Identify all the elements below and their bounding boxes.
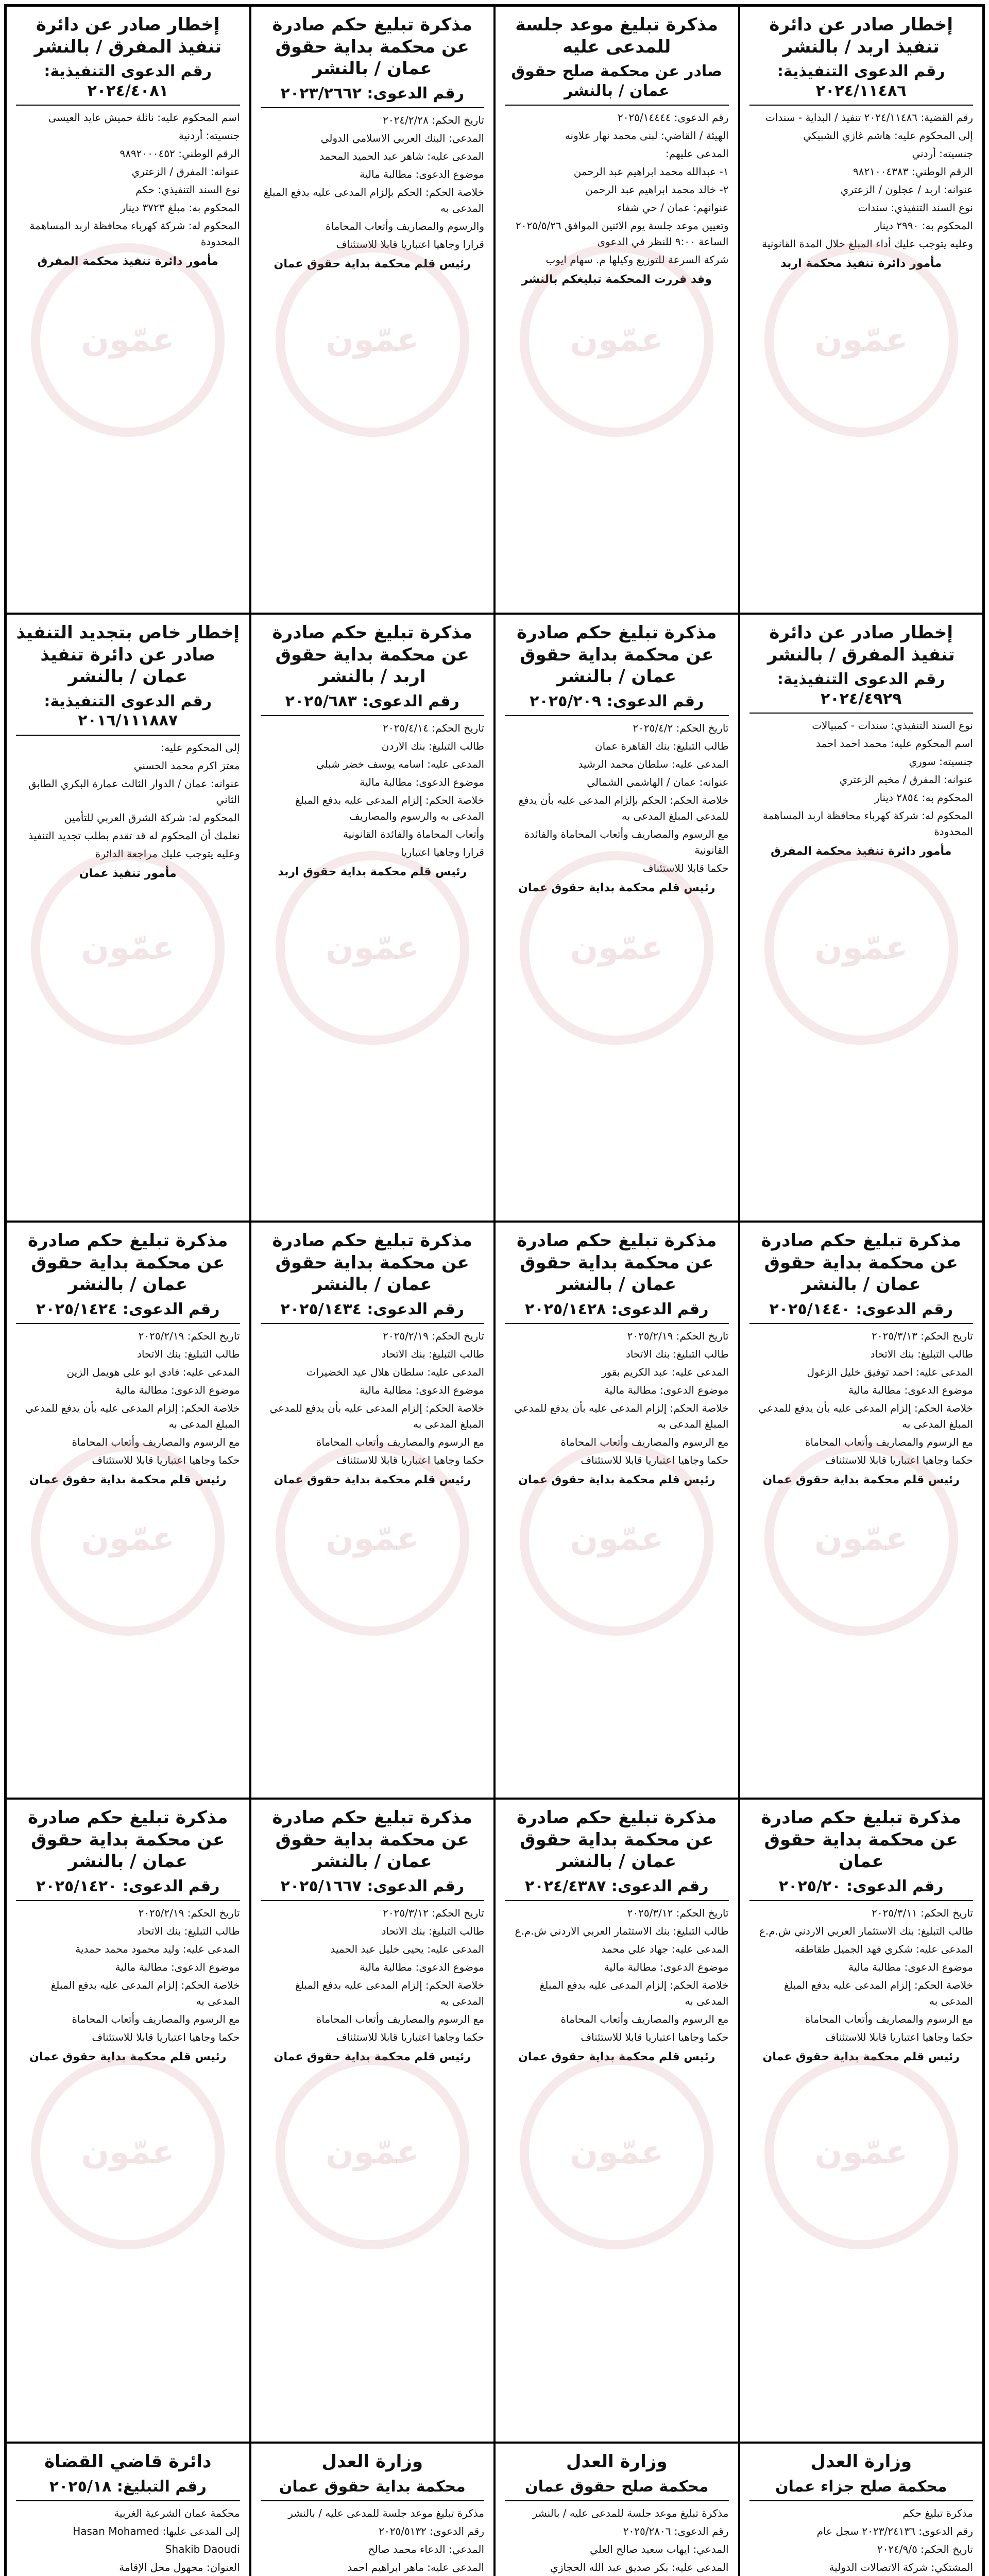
notice-case-number: محكمة صلح جزاء عمان (775, 2477, 947, 2496)
notice-line: محكمة عمان الشرعية الغربية (114, 2507, 240, 2519)
notice-body (749, 1328, 974, 1468)
notice-line: المدعي: الدعاء محمد صالح (368, 2543, 484, 2555)
notice-title: إخطار صادر عن دائرة تنفيذ المفرق / بالنشر (34, 14, 222, 57)
notice-line: المدعي: البنك العربي الاسلامي الدولي (320, 132, 484, 144)
legal-notice (6, 6, 250, 614)
legal-notice (6, 1222, 250, 1799)
notice-case-number: رقم الدعوى: ٢٠٢٥/١٤٣٤ (280, 1300, 464, 1318)
notice-body (16, 1905, 240, 2045)
notice-line: خلاصة الحكم: إلزام المدعى عليه بأن يدفع للمدعي المبلغ المدعى به (514, 1402, 729, 1430)
notice-case-number: رقم الدعوى: ٢٠٢٤/٤٣٨٧ (525, 1877, 709, 1895)
notice-signature: رئيس قلم محكمة بداية حقوق عمان (518, 882, 715, 894)
notice-title: إخطار خاص بتجديد التنفيذ صادر عن دائرة تنفيذ عمان / بالنشر (16, 622, 240, 687)
notice-signature: رئيس قلم محكمة بداية حقوق عمان (518, 2050, 715, 2063)
watermark-text: عمّون (814, 2133, 908, 2172)
notice-signature: رئيس قلم محكمة بداية حقوق عمان (29, 2050, 227, 2063)
legal-notice (494, 2443, 739, 2576)
divider (16, 1323, 240, 1324)
notice-line: والرسوم والمصاريف وأتعاب المحاماة (326, 220, 484, 232)
legal-notice (739, 1799, 984, 2443)
notice-signature: رئيس قلم محكمة بداية حقوق اربد (278, 866, 467, 878)
divider (261, 715, 485, 716)
watermark-seal (31, 2056, 225, 2249)
notice-signature: رئيس قلم محكمة بداية حقوق عمان (29, 1473, 227, 1486)
notice-line: موضوع الدعوى: مطالبة مالية (848, 1384, 973, 1396)
legal-notice (250, 1799, 495, 2443)
notice-line: مع الرسوم والمصاريف وأتعاب المحاماة (72, 2013, 240, 2025)
divider (505, 715, 729, 716)
notice-line: نوع السند التنفيذي: سندات (858, 201, 973, 214)
notice-case-number: رقم الدعوى: ٢٠٢٥/١٤٢٠ (36, 1877, 220, 1895)
watermark-seal (520, 851, 713, 1045)
divider (749, 105, 974, 106)
notice-body (749, 718, 974, 840)
watermark-text: عمّون (570, 928, 663, 967)
notice-title: مذكرة تبليغ حكم صادرة عن محكمة بداية حقوق عمان / بالنشر (272, 14, 472, 79)
notice-line: المدعى عليه: جهاد علي محمد (601, 1943, 729, 1955)
notice-line: تاريخ الحكم: ٢٠٢٥/٤/٢ (633, 722, 729, 734)
notice-line: مع الرسوم والمصاريف وأتعاب المحاماة (805, 1436, 973, 1448)
legal-notice (6, 1799, 250, 2443)
notice-title: مذكرة تبليغ موعد جلسة للمدعى عليه (515, 14, 719, 57)
notice-signature: رئيس قلم محكمة بداية حقوق عمان (762, 1473, 960, 1486)
notice-line: مع الرسوم والمصاريف وأتعاب المحاماة (805, 2013, 973, 2025)
notice-line: الرقم الوطني: ٩٨٢١٠٠٤٣٨٣ (852, 165, 973, 178)
notice-case-number: صادر عن محكمة صلح حقوق عمان / بالنشر (511, 62, 723, 100)
notice-case-number: رقم الدعوى: ٢٠٢٥/١٦٦٧ (280, 1877, 464, 1895)
legal-notice (250, 614, 495, 1222)
notice-line: خلاصة الحكم: إلزام المدعى عليه بدفع المبلغ المدعى به (295, 1979, 484, 2007)
notice-line: المدعى عليه: سلطان محمد الرشيد (578, 758, 729, 770)
divider (505, 105, 729, 106)
notice-signature: رئيس قلم محكمة بداية حقوق عمان (762, 2050, 960, 2063)
notice-line: إلى المحكوم عليه: هاشم غازي الشبيكي (803, 129, 973, 142)
notice-line: المدعى عليه: احمد توفيق خليل الزغول (807, 1366, 973, 1378)
notice-line: مع الرسوم والمصاريف وأتعاب المحاماة (316, 2013, 484, 2025)
notice-line: تاريخ الحكم: ٢٠٢٥/٢/١٩ (138, 1330, 240, 1342)
notice-case-number: رقم الدعوى: ٢٠٢٥/١٤٢٤ (36, 1300, 220, 1318)
notice-line: المدعى عليه: شاهر عبد الحميد المحمد (319, 150, 484, 162)
notice-title: إخطار صادر عن دائرة تنفيذ اربد / بالنشر (769, 14, 953, 57)
notice-line: موضوع الدعوى: مطالبة مالية (360, 168, 484, 180)
watermark-seal (764, 1442, 958, 1636)
notice-line: شركة السرعة للتوزيع وكيلها م. سهام ايوب (545, 253, 729, 266)
notice-title: مذكرة تبليغ حكم صادرة عن محكمة بداية حقوق عمان / بالنشر (761, 1230, 961, 1295)
notice-line: تاريخ الحكم: ٢٠٢٥/٣/١١ (872, 1907, 973, 1919)
notice-title: مذكرة تبليغ حكم صادرة عن محكمة بداية حقوق عمان / بالنشر (28, 1230, 228, 1295)
notice-line: خلاصة الحكم: إلزام المدعى عليه بدفع المبلغ المدعى به والرسوم والمصاريف (295, 794, 484, 822)
notice-case-number: رقم الدعوى: ٢٠٢٥/١٤٤٠ (769, 1300, 953, 1318)
notice-line: حكما وجاهيا اعتباريا قابلا للاستئناف (336, 1454, 484, 1466)
notice-line: عنوانه: اربد / عجلون / الزعتري (840, 183, 973, 196)
notice-line: إلى المحكوم عليه: (161, 741, 240, 754)
notice-body (505, 720, 729, 876)
notice-line: طالب التبليغ: بنك الاتحاد (137, 1925, 240, 1937)
legal-notice (739, 2443, 984, 2576)
notice-title: إخطار صادر عن دائرة تنفيذ المفرق / بالنشر (767, 622, 955, 665)
notice-line: المدعى عليه: فادي ابو علي هويمل الزين (66, 1366, 240, 1378)
notice-line: المدعى عليه: وليد محمود محمد حمدية (75, 1943, 240, 1955)
notice-title: وزارة العدل (566, 2451, 668, 2472)
notice-line: حكما وجاهيا اعتباريا قابلا للاستئناف (336, 2031, 484, 2043)
watermark-text: عمّون (570, 320, 663, 359)
notice-line: موضوع الدعوى: مطالبة مالية (115, 1384, 240, 1396)
divider (16, 2500, 240, 2501)
notice-line: الهيئة / القاضي: لبنى محمد نهار علاونه (565, 129, 729, 142)
notice-case-number: محكمة بداية حقوق عمان (279, 2477, 466, 2496)
notice-signature: مأمور دائرة تنفيذ محكمة المفرق (37, 255, 218, 268)
notice-line: مذكرة تبليغ موعد جلسة للمدعى عليه / بالنشر (288, 2507, 484, 2519)
notice-line: رقم الدعوى: ٢٠٢٥/١٤٤٤٤ (618, 111, 729, 124)
divider (261, 107, 485, 108)
notice-body (749, 1905, 974, 2045)
notice-line: ٢- خالد محمد ابراهيم عبد الرحمن (585, 183, 729, 196)
notice-title: مذكرة تبليغ حكم صادرة عن محكمة بداية حقوق عمان (761, 1807, 961, 1872)
notice-line: نعلمك أن المحكوم له قد تقدم بطلب تجديد التنفيذ (28, 829, 240, 842)
notice-body (16, 1328, 240, 1468)
notice-body (261, 1328, 485, 1468)
notice-line: رقم الدعوى: ٢٠٢٥/٢٨٠٦ (623, 2525, 729, 2537)
watermark-text: عمّون (81, 2133, 175, 2172)
notice-line: المدعى عليه: بكر صديق عبد الله الحجازي (550, 2561, 729, 2573)
watermark-text: عمّون (326, 320, 419, 359)
notice-line: المدعى عليه: شكري فهد الجميل طقاطقه (794, 1943, 973, 1955)
notice-line: مذكرة تبليغ حكم (902, 2507, 973, 2519)
divider (261, 2500, 485, 2501)
legal-notice (494, 1222, 739, 1799)
watermark-text: عمّون (570, 2133, 663, 2172)
divider (505, 1323, 729, 1324)
notice-line: المدعي: ايهاب سعيد صالح العلي (590, 2543, 729, 2555)
notice-line: تاريخ الحكم: ٢٠٢٥/٢/١٩ (138, 1907, 240, 1919)
notice-line: رقم الدعوى: ٢٠٢٥/٥١٣٢ (379, 2525, 484, 2537)
notice-body (16, 740, 240, 862)
divider (505, 1900, 729, 1901)
notice-case-number: رقم الدعوى التنفيذية: ٢٠٢٤/٤٩٢٩ (777, 670, 945, 708)
notice-line: حكما وجاهيا اعتباريا قابلا للاستئناف (92, 1454, 240, 1466)
notice-body (261, 112, 485, 252)
notice-line: تاريخ الحكم: ٢٠٢٤/٢/٢٨ (383, 114, 484, 126)
notice-signature: رئيس قلم محكمة بداية حقوق عمان (518, 1473, 715, 1486)
notice-line: وتعيين موعد جلسة يوم الاثنين الموافق ٢٠٢٥/٥/٢٦ الساعة ٩:٠٠ للنظر في الدعوى (516, 219, 729, 248)
notice-line: المحكوم له: شركة الشرق العربي للتأمين (64, 811, 240, 824)
notice-line: خلاصة الحكم: إلزام المدعى عليه بأن يدفع للمدعي المبلغ المدعى به (269, 1402, 484, 1430)
notice-signature: مأمور دائرة تنفيذ محكمة اربد (780, 257, 942, 270)
legal-notice (739, 614, 984, 1222)
notice-title: مذكرة تبليغ حكم صادرة عن محكمة بداية حقوق عمان / بالنشر (272, 1807, 472, 1872)
notice-line: موضوع الدعوى: مطالبة مالية (848, 1961, 973, 1973)
notice-line: خلاصة الحكم: الحكم بإلزام المدعى عليه بدفع المبلغ المدعى به (263, 186, 484, 214)
legal-notice (494, 614, 739, 1222)
notices-grid (4, 4, 985, 2576)
notice-body (505, 1905, 729, 2045)
notice-line: Shakib Daoudi (165, 2543, 240, 2555)
notice-case-number: رقم الدعوى: ٢٠٢٣/٢٦٦٢ (280, 84, 464, 103)
notice-case-number: رقم الدعوى: ٢٠٢٥/٢٠ (778, 1877, 944, 1895)
notice-line: خلاصة الحكم: إلزام المدعى عليه بأن يدفع للمدعي المبلغ المدعى به (758, 1402, 973, 1430)
notice-case-number: رقم الدعوى التنفيذية: ٢٠١٦/١١١٨٨٧ (44, 692, 212, 730)
watermark-text: عمّون (81, 1519, 175, 1558)
notice-line: اسم المحكوم عليه: نائلة حميش عايد العيسى (48, 111, 240, 124)
notice-signature: رئيس قلم محكمة بداية حقوق عمان (274, 258, 471, 270)
notice-line: المحكوم به: ٢٩٩٠ دينار (874, 219, 973, 232)
notice-line: تاريخ الحكم: ٢٠٢٥/٢/١٩ (627, 1330, 729, 1342)
notice-line: مع الرسوم والمصاريف وأتعاب المحاماة (560, 2013, 729, 2025)
notice-body (261, 2505, 485, 2576)
notice-case-number: رقم الدعوى التنفيذية: ٢٠٢٤/٤٠٨١ (44, 62, 212, 100)
notice-title: مذكرة تبليغ حكم صادرة عن محكمة بداية حقوق عمان / بالنشر (517, 1807, 717, 1872)
notice-line: جنسيته: أردنية (178, 129, 240, 142)
notice-line: مع الرسوم والمصاريف وأتعاب المحاماة (72, 1436, 240, 1448)
notice-line: ١- عبدالله محمد ابراهيم عبد الرحمن (573, 165, 729, 178)
notice-line: نوع السند التنفيذي: سندات - كمبيالات (812, 719, 973, 732)
watermark-seal (764, 243, 958, 437)
legal-notice (494, 1799, 739, 2443)
notice-line: خلاصة الحكم: الحكم بإلزام المدعى عليه بأن يدفع للمدعي المبلغ المدعى به (518, 794, 729, 822)
divider (749, 713, 974, 714)
legal-notice (739, 6, 984, 614)
notice-line: إلى المدعى عليها: Hasan Mohamed (73, 2525, 240, 2537)
notice-line: جنسيته: أردني (912, 147, 973, 160)
watermark-text: عمّون (326, 1519, 419, 1558)
notice-line: موضوع الدعوى: مطالبة مالية (115, 1961, 240, 1973)
notice-line: حكما وجاهيا اعتباريا قابلا للاستئناف (825, 2031, 973, 2043)
notice-line: حكما وجاهيا اعتباريا قابلا للاستئناف (581, 1454, 729, 1466)
notice-line: خلاصة الحكم: إلزام المدعى عليه بدفع المبلغ المدعى به (50, 1979, 240, 2007)
notice-title: مذكرة تبليغ حكم صادرة عن محكمة بداية حقوق عمان / بالنشر (517, 1230, 717, 1295)
notice-line: حكما وجاهيا اعتباريا قابلا للاستئناف (92, 2031, 240, 2043)
watermark-seal (764, 2056, 958, 2249)
notice-title: وزارة العدل (321, 2451, 423, 2472)
notice-line: المدعى عليه: يحيى خليل عبد الحميد (330, 1943, 484, 1955)
watermark-seal (520, 243, 713, 437)
notice-signature: رئيس قلم محكمة بداية حقوق عمان (274, 2050, 471, 2063)
notice-title: مذكرة تبليغ حكم صادرة عن محكمة بداية حقوق عمان / بالنشر (272, 1230, 472, 1295)
notice-line: عنوانهم: عمان / حي شفاء (617, 201, 729, 214)
notice-line: عنوانه: المفرق / مخيم الزعتري (839, 773, 973, 786)
notice-line: حكما وجاهيا اعتباريا قابلا للاستئناف (581, 2031, 729, 2043)
notice-body (749, 110, 974, 252)
notice-body (16, 110, 240, 250)
divider (16, 735, 240, 736)
notice-line: تاريخ الحكم: ٢٠٢٥/٢/١٩ (383, 1330, 484, 1342)
divider (16, 1900, 240, 1901)
watermark-seal (276, 1442, 469, 1636)
watermark-seal (276, 243, 469, 437)
notice-body (261, 1905, 485, 2045)
notice-line: موضوع الدعوى: مطالبة مالية (360, 1384, 484, 1396)
notice-body (505, 1328, 729, 1468)
divider (749, 2500, 974, 2501)
notice-line: موضوع الدعوى: مطالبة مالية (604, 1384, 729, 1396)
watermark-text: عمّون (326, 928, 419, 967)
legal-notice (250, 1222, 495, 1799)
notice-line: قرارا وجاهيا اعتباريا قابلا للاستئناف (336, 238, 484, 250)
notice-body (505, 110, 729, 268)
notice-line: الرقم الوطني: ٩٨٩٢٠٠٠٤٥٢ (120, 147, 240, 160)
divider (261, 1900, 485, 1901)
notice-line: اسم المحكوم عليه: محمد احمد احمد (816, 737, 973, 750)
watermark-text: عمّون (326, 2133, 419, 2172)
notice-line: طالب التبليغ: بنك الاستثمار العربي الاردني ش.م.ع (759, 1925, 973, 1937)
notice-line: مذكرة تبليغ موعد جلسة للمدعى عليه / بالنشر (532, 2507, 729, 2519)
notice-body (261, 720, 485, 860)
watermark-seal (31, 1442, 225, 1636)
notice-line: تاريخ الحكم: ٢٠٢٥/٣/١٣ (872, 1330, 973, 1342)
divider (505, 2500, 729, 2501)
notice-body (749, 2505, 974, 2576)
notice-line: وعليه يتوجب عليك مراجعة الدائرة (95, 847, 240, 860)
notice-line: المدعى عليه: سلطان هلال عيد الخضيرات (306, 1366, 484, 1378)
divider (261, 1323, 485, 1324)
notice-line: موضوع الدعوى: مطالبة مالية (360, 1961, 484, 1973)
notice-case-number: رقم الدعوى: ٢٠٢٥/٢٠٩ (530, 692, 704, 710)
legal-notice (739, 1222, 984, 1799)
notice-body (505, 2505, 729, 2576)
notice-line: عنوانه: عمان / الدوار الثالث عمارة البكري الطابق الثاني (28, 777, 240, 806)
notice-line: طالب التبليغ: بنك الاردن (381, 740, 484, 752)
watermark-text: عمّون (814, 320, 908, 359)
notice-line: المحكوم له: شركة كهرباء محافظة اربد المساهمة المحدودة (762, 809, 973, 838)
notice-case-number: رقم الدعوى: ٢٠٢٥/٦٨٣ (285, 692, 459, 710)
divider (749, 1323, 974, 1324)
notice-signature: رئيس قلم محكمة بداية حقوق عمان (274, 1473, 471, 1486)
notice-line: عنوانه: عمان / الهاشمي الشمالي (587, 776, 729, 788)
legal-notice (6, 2443, 250, 2576)
notice-line: نوع السند التنفيذي: حكم (135, 183, 240, 196)
notice-line: المشتكي: شركة الاتصالات الدولية (829, 2561, 973, 2573)
notice-line: مع الرسوم والمصاريف وأتعاب المحاماة (560, 1436, 729, 1448)
notice-line: تاريخ الحكم: ٢٠٢٥/٣/١٢ (627, 1907, 729, 1919)
notice-line: طالب التبليغ: بنك القاهرة عمان (594, 740, 729, 752)
watermark-text: عمّون (814, 928, 908, 967)
legal-notice (250, 2443, 495, 2576)
notice-case-number: رقم التبليغ: ٢٠٢٥/١٨ (49, 2477, 207, 2496)
watermark-text: عمّون (814, 1519, 908, 1558)
legal-notice (6, 614, 250, 1222)
watermark-seal (31, 243, 225, 437)
notice-signature: مأمور دائرة تنفيذ محكمة المفرق (771, 845, 952, 858)
notice-case-number: رقم الدعوى: ٢٠٢٥/١٤٢٨ (525, 1300, 709, 1318)
notice-line: مع الرسوم والمصاريف وأتعاب المحاماة والفائدة القانونية (524, 828, 729, 856)
legal-notice (494, 6, 739, 614)
notice-line: حكما وجاهيا اعتباريا قابلا للاستئناف (825, 1454, 973, 1466)
divider (749, 1900, 974, 1901)
notice-line: رقم القضية: ٢٠٢٤/١١٤٨٦ تنفيذ / البداية - سندات (765, 111, 973, 124)
notice-case-number: رقم الدعوى التنفيذية: ٢٠٢٤/١١٤٨٦ (777, 62, 945, 100)
notice-line: طالب التبليغ: بنك الاتحاد (626, 1348, 729, 1360)
notice-line: موضوع الدعوى: مطالبة مالية (360, 776, 484, 788)
legal-notice (250, 6, 495, 614)
notice-line: المدعى عليه: اسامه يوسف خضر شبلي (316, 758, 484, 770)
watermark-seal (31, 851, 225, 1045)
watermark-seal (520, 2056, 713, 2249)
notice-line: خلاصة الحكم: إلزام المدعى عليه بدفع المبلغ المدعى به (784, 1979, 973, 2007)
notice-line: وعليه يتوجب عليك أداء المبلغ خلال المدة القانونية (762, 238, 973, 250)
notice-title: وزارة العدل (810, 2451, 912, 2472)
notice-line: حكما قابلا للاستئناف (642, 862, 729, 874)
notice-line: تاريخ الحكم: ٢٠٢٥/٣/١٢ (383, 1907, 484, 1919)
notice-title: مذكرة تبليغ حكم صادرة عن محكمة بداية حقوق عمان / بالنشر (517, 622, 717, 687)
notice-line: تاريخ الحكم: ٢٠٢٤/٩/٥ (877, 2543, 973, 2555)
notice-line: المحكوم به: مبلغ ٣٧٢٣ دينار (120, 201, 240, 214)
watermark-text: عمّون (81, 928, 175, 967)
watermark-seal (520, 1442, 713, 1636)
notice-line: عنوانه: المفرق / الزعتري (131, 165, 240, 178)
watermark-seal (764, 851, 958, 1045)
notice-line: العنوان: مجهول محل الإقامة (119, 2561, 240, 2573)
notice-line: المدعى عليه: عبد الكريم بقور (601, 1366, 729, 1378)
notice-line: المحكوم له: شركة كهرباء محافظة اربد المساهمة المحدودة (29, 219, 240, 248)
notice-line: معتز اكرم محمد الحسني (133, 759, 240, 772)
watermark-seal (276, 2056, 469, 2249)
notice-case-number: محكمة صلح حقوق عمان (525, 2477, 709, 2496)
watermark-seal (276, 851, 469, 1045)
notice-line: مع الرسوم والمصاريف وأتعاب المحاماة (316, 1436, 484, 1448)
notice-line: طالب التبليغ: بنك الاتحاد (381, 1348, 484, 1360)
notice-line: طالب التبليغ: بنك الاتحاد (137, 1348, 240, 1360)
notice-line: قرارا وجاهيا اعتباريا (401, 846, 484, 858)
notice-title: دائرة قاضي القضاة (44, 2451, 212, 2472)
notice-line: وأتعاب المحاماة والفائدة القانونية (343, 828, 484, 840)
notice-line: موضوع الدعوى: مطالبة مالية (604, 1961, 729, 1973)
notice-line: خلاصة الحكم: إلزام المدعى عليه بدفع المبلغ المدعى به (539, 1979, 729, 2007)
notice-title: مذكرة تبليغ حكم صادرة عن محكمة بداية حقوق عمان / بالنشر (28, 1807, 228, 1872)
notice-line: طالب التبليغ: بنك الاتحاد (381, 1925, 484, 1937)
watermark-text: عمّون (570, 1519, 663, 1558)
notice-line: طالب التبليغ: بنك الاستثمار العربي الاردني ش.م.ع (515, 1925, 729, 1937)
notice-line: خلاصة الحكم: إلزام المدعى عليه بأن يدفع للمدعي المبلغ المدعى به (25, 1402, 240, 1430)
notice-line: المدعى عليهم: (665, 147, 729, 160)
notice-signature: مأمور تنفيذ عمان (79, 867, 177, 880)
divider (16, 105, 240, 106)
notice-signature: وقد قررت المحكمة تبليغكم بالنشر (521, 273, 712, 286)
notice-line: تاريخ الحكم: ٢٠٢٥/٤/١٤ (383, 722, 484, 734)
notice-line: المدعى عليه: ماهر ابراهيم احمد (347, 2561, 484, 2573)
notice-line: المحكوم به: ٢٨٥٤ دينار (874, 791, 973, 804)
notice-body (16, 2505, 240, 2576)
notice-title: مذكرة تبليغ حكم صادرة عن محكمة بداية حقوق اربد / بالنشر (272, 622, 472, 687)
notice-line: جنسيته: سوري (909, 755, 973, 768)
notice-line: رقم الدعوى: ٢٠٢٣/٢٤١٣٦ سجل عام (816, 2525, 973, 2537)
notice-line: طالب التبليغ: بنك الاتحاد (870, 1348, 973, 1360)
watermark-text: عمّون (81, 320, 175, 359)
